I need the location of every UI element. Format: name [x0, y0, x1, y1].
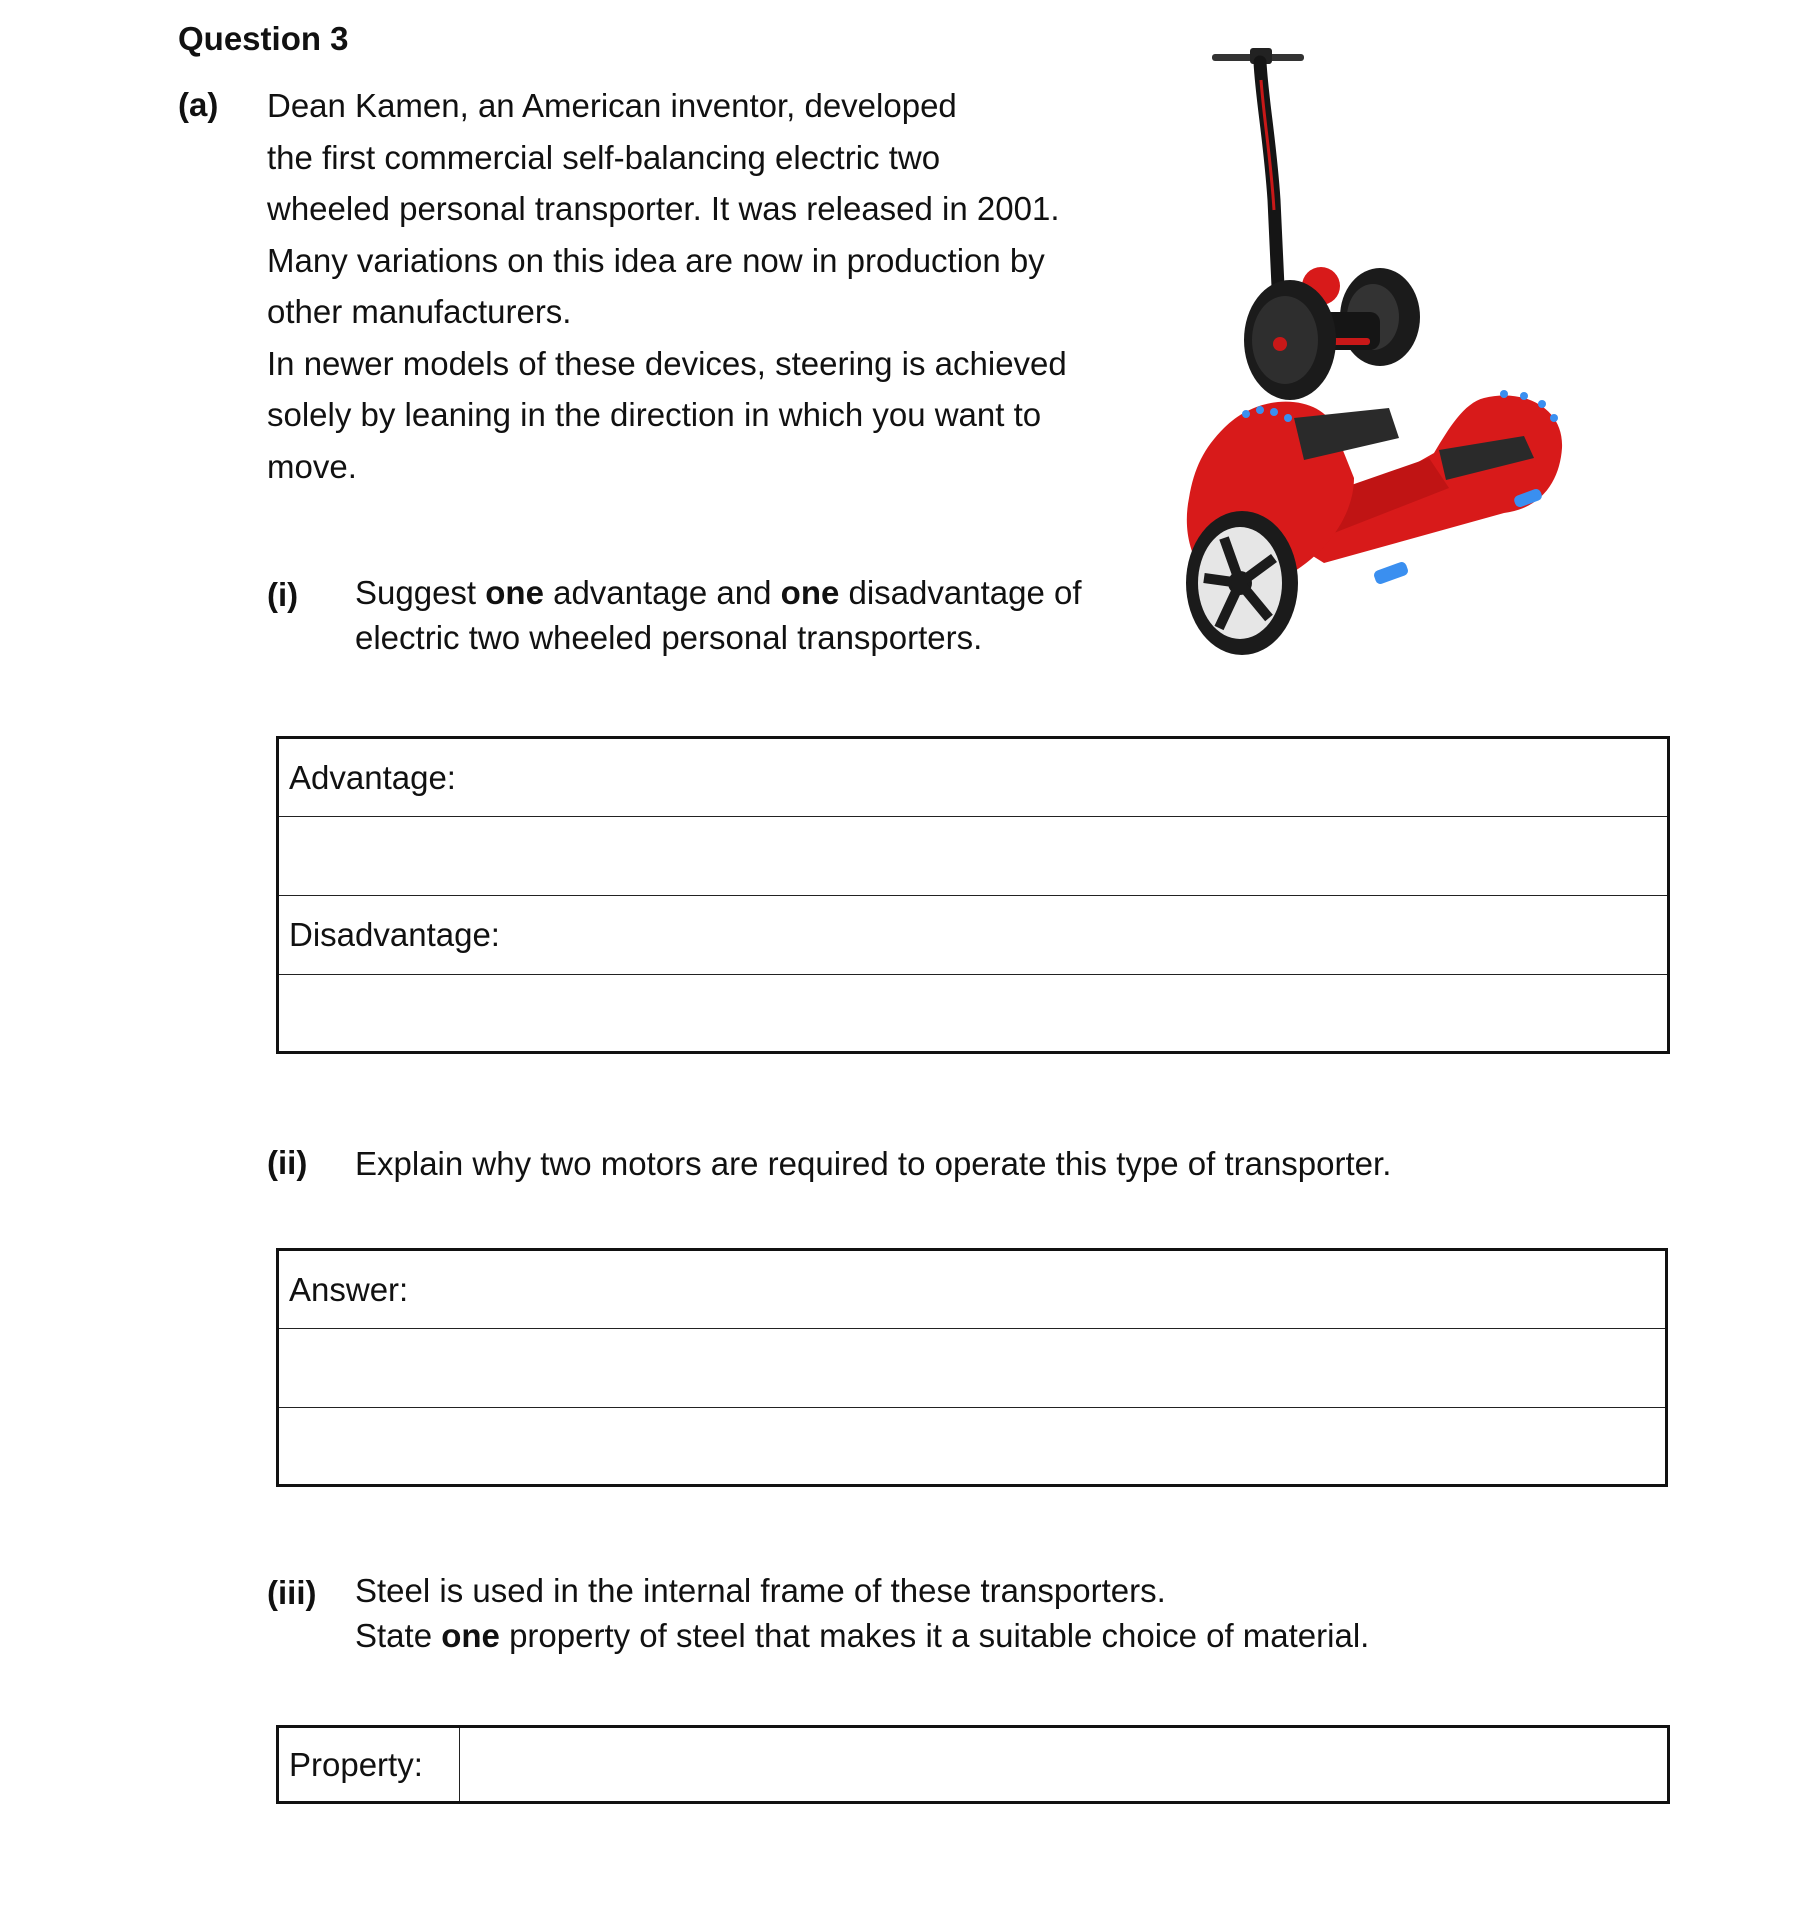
part-iii-prompt [355, 1568, 1369, 1658]
led-dot [1520, 392, 1528, 400]
disadvantage-label[interactable]: Disadvantage: [278, 896, 1669, 975]
segway-hub-logo [1273, 337, 1287, 351]
property-table [276, 1725, 1670, 1804]
part-i-label: (i) [267, 576, 299, 613]
part-iii-label: (iii) [267, 1574, 317, 1611]
advantage-disadvantage-table [276, 736, 1670, 1054]
intro-line: move. [267, 447, 357, 485]
part-ii-label: (ii) [267, 1144, 308, 1181]
intro-line: wheeled personal transporter. It was released in 2001. [267, 190, 1060, 227]
part-i-line2: electric two wheeled personal transporters. [355, 619, 983, 656]
emphasis-one: one [485, 574, 544, 611]
part-ii-prompt: Explain why two motors are required to operate this type of transporter. [355, 1145, 1392, 1182]
emphasis-one: one [441, 1617, 500, 1654]
led-dot [1550, 414, 1558, 422]
part-iii-text: property of steel that makes it a suitable choice of material. [499, 1617, 1370, 1654]
intro-paragraph [267, 80, 1067, 492]
intro-line: Many variations on this idea are now in production by [267, 241, 1045, 279]
led-dot [1284, 414, 1292, 422]
part-iii-line2 [355, 1613, 1369, 1658]
led-dot [1538, 400, 1546, 408]
led-dot [1242, 410, 1250, 418]
answer-label[interactable]: Answer: [278, 1250, 1667, 1329]
part-i-text: Suggest [355, 574, 486, 611]
part-i-line1 [355, 570, 1082, 615]
part-i-prompt [355, 570, 1082, 660]
answer-line[interactable] [278, 1329, 1667, 1408]
advantage-answer-line[interactable] [278, 817, 1669, 896]
led-dot [1256, 406, 1264, 414]
disadvantage-answer-line[interactable] [278, 975, 1669, 1053]
led-dot [1270, 408, 1278, 416]
question-title: Question 3 [178, 20, 349, 57]
hoverboard-front-light [1373, 561, 1410, 586]
answer-line[interactable] [278, 1408, 1667, 1486]
part-i-text: advantage and [543, 574, 781, 611]
part-iii-text: State [355, 1617, 442, 1654]
intro-line: the first commercial self-balancing electric two [267, 138, 941, 176]
property-answer-field[interactable] [460, 1727, 1669, 1803]
emphasis-one: one [780, 574, 840, 611]
advantage-label[interactable]: Advantage: [278, 738, 1669, 817]
hoverboard-image [1184, 388, 1624, 668]
led-dot [1500, 390, 1508, 398]
intro-line: other manufacturers. [267, 293, 572, 330]
part-iii-line1: Steel is used in the internal frame of these transporters. [355, 1572, 1166, 1609]
intro-line: Dean Kamen, an American inventor, developed [267, 87, 957, 124]
intro-line: solely by leaning in the direction in which you want to [267, 396, 1042, 433]
intro-line: In newer models of these devices, steering is achieved [267, 344, 1067, 382]
property-label: Property: [278, 1727, 460, 1803]
part-a-label: (a) [178, 86, 219, 123]
segway-image [1200, 40, 1440, 410]
part-i-text: disadvantage of [839, 574, 1082, 611]
answer-table [276, 1248, 1668, 1487]
